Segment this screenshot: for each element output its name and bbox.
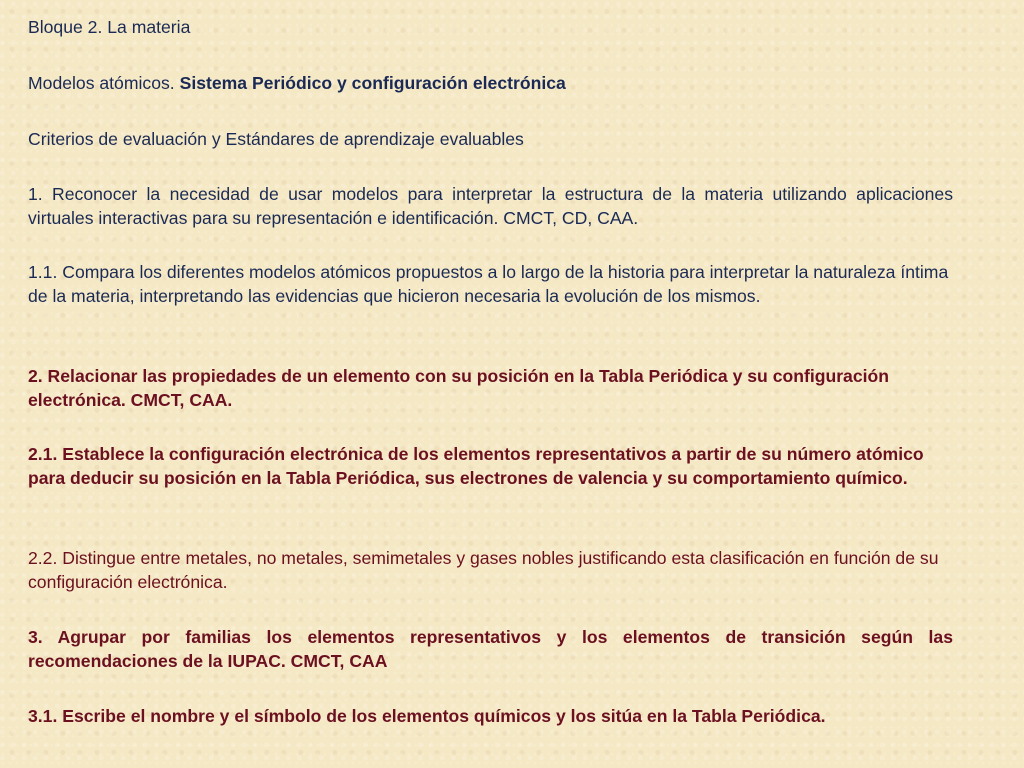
criteria-heading: Criterios de evaluación y Estándares de aprendizaje evaluables bbox=[28, 129, 524, 149]
standard-3-1: 3.1. Escribe el nombre y el símbolo de los elementos químicos y los sitúa en la Tabla Periódica. bbox=[28, 706, 826, 726]
standard-2-1: 2.1. Establece la configuración electrónica de los elementos representativos a partir de su número atómico para deducir su posición en la Tabla Periódica, sus electrones de valencia y su comportamiento químico. bbox=[28, 444, 924, 488]
criterion-1: 1. Reconocer la necesidad de usar modelos para interpretar la estructura de la materia utilizando aplicaciones virtuales interactivas para su representación e identificación. CMCT, CD, CAA. bbox=[28, 184, 953, 228]
topic-prefix: Modelos atómicos. bbox=[28, 73, 175, 93]
standard-2-2: 2.2. Distingue entre metales, no metales, semimetales y gases nobles justificando esta clasificación en función de su configuración electrónica. bbox=[28, 548, 939, 592]
topic-bold: Sistema Periódico y configuración electrónica bbox=[179, 73, 566, 93]
criterion-3: 3. Agrupar por familias los elementos representativos y los elementos de transición según las recomendaciones de la IUPAC. CMCT, CAA bbox=[28, 627, 953, 671]
criterion-2: 2. Relacionar las propiedades de un elemento con su posición en la Tabla Periódica y su configuración electrónica. CMCT, CAA. bbox=[28, 366, 890, 410]
topic-title bbox=[28, 71, 953, 95]
block-title: Bloque 2. La materia bbox=[28, 17, 191, 37]
standard-1-1: 1.1. Compara los diferentes modelos atómicos propuestos a lo largo de la historia para interpretar la naturaleza íntima de la materia, interpretando las evidencias que hicieron necesaria la evolución de los mismos. bbox=[28, 262, 949, 306]
